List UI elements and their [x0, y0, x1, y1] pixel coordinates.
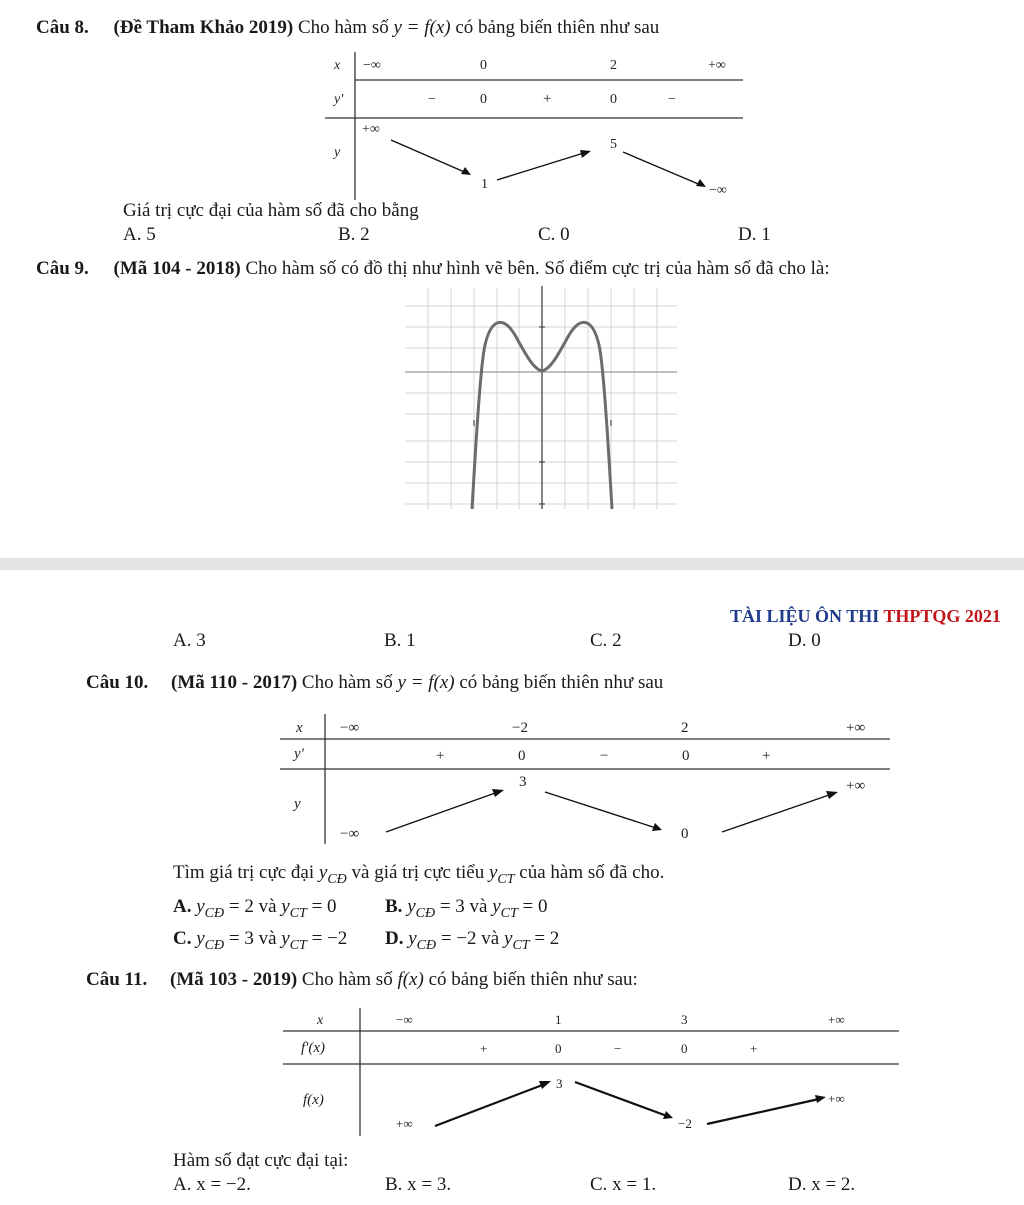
q8-yp-label: y': [334, 92, 344, 107]
q9-source: (Mã 104 - 2018): [113, 258, 241, 279]
q11-number: Câu 11.: [86, 969, 148, 990]
q10-formula: y = f(x): [397, 672, 455, 693]
q10-x-val: −2: [512, 720, 528, 736]
q10-text-post: có bảng biến thiên như sau: [459, 672, 664, 693]
q10-y-val: 3: [519, 774, 527, 790]
q8-x-label: x: [334, 58, 341, 73]
q10-sign: −: [600, 748, 609, 764]
q8-y-val: 5: [610, 137, 617, 152]
q10-source: (Mã 110 - 2017): [171, 672, 298, 693]
q10-sign: +: [762, 748, 771, 764]
q8-formula: y = f(x): [393, 17, 451, 38]
q8-option-c[interactable]: C. 0: [538, 224, 570, 245]
q9-text: Cho hàm số có đồ thị như hình vẽ bên. Số điểm cực trị của hàm số đã cho là:: [245, 258, 830, 279]
q10-yp-label: y': [294, 746, 304, 762]
q8-sign: −: [668, 92, 676, 107]
q10-yct-symbol: $y_{CT}$: [488, 862, 515, 887]
q9-option-a[interactable]: A. 3: [173, 630, 206, 651]
q11-y-val: +∞: [396, 1116, 413, 1131]
header-part2: THPTQG 2021: [883, 606, 1001, 626]
q10-sign: +: [436, 748, 445, 764]
q10-sign: 0: [518, 748, 526, 764]
q8-question: Giá trị cực đại của hàm số đã cho bằng: [123, 200, 419, 221]
q11-arrow-up: [435, 1084, 545, 1126]
q11-formula: f(x): [397, 969, 424, 990]
q10-number: Câu 10.: [86, 672, 149, 693]
q10-x-val: 2: [681, 720, 689, 736]
q11-x-val: 3: [681, 1012, 688, 1027]
q10-question-a: Tìm giá trị cực đại: [173, 862, 315, 883]
q11-arrow-down: [575, 1082, 667, 1116]
q9-option-c[interactable]: C. 2: [590, 630, 622, 651]
q11-y-label: f(x): [303, 1092, 324, 1108]
q10-option-c[interactable]: C. $y_{CĐ} = 3$ và $y_{CT} = -2$: [173, 928, 348, 953]
page-separator: [0, 558, 1024, 570]
q11-option-d[interactable]: D. x = 2.: [788, 1174, 856, 1195]
q11-question: Hàm số đạt cực đại tại:: [173, 1150, 349, 1171]
q10-arrow-down: [545, 792, 656, 828]
q11-sign: +: [480, 1041, 488, 1056]
q10-sign: 0: [682, 748, 690, 764]
q11-heading: [86, 969, 638, 991]
q8-y-label: y: [334, 145, 341, 160]
q10-option-b[interactable]: B. $y_{CĐ} = 3$ và $y_{CT} = 0$: [385, 896, 548, 921]
q8-y-val: −∞: [709, 183, 727, 198]
q11-text-pre: Cho hàm số: [301, 969, 393, 990]
q10-x-label: x: [296, 720, 303, 736]
q11-sign: +: [750, 1041, 758, 1056]
q10-option-a[interactable]: A. $y_{CĐ} = 2$ và $y_{CT} = 0$: [173, 896, 337, 921]
q10-question-c: của hàm số đã cho.: [519, 862, 665, 883]
q11-y-val: −2: [678, 1116, 692, 1131]
q8-arrow-down: [391, 140, 469, 174]
q8-y-val: 1: [481, 177, 488, 192]
q8-x-val: −∞: [363, 58, 381, 73]
q10-arrow-up: [722, 794, 832, 832]
q11-y-val: 3: [556, 1076, 563, 1091]
q10-question: [173, 862, 664, 888]
q8-source: (Đề Tham Khảo 2019): [113, 17, 294, 38]
q8-option-d[interactable]: D. 1: [738, 224, 771, 245]
q11-y-val: +∞: [828, 1091, 845, 1106]
q10-arrow-up: [386, 792, 498, 832]
q11-text-post: có bảng biến thiên như sau:: [428, 969, 638, 990]
q11-option-a[interactable]: A. x = −2.: [173, 1174, 251, 1195]
doc-header: [730, 606, 1001, 627]
q9-heading: [36, 258, 830, 280]
q10-x-val: +∞: [846, 720, 866, 736]
q11-sign: 0: [681, 1041, 688, 1056]
q8-arrow-down: [623, 152, 703, 186]
q8-x-val: 2: [610, 58, 617, 73]
q10-option-d[interactable]: D. $y_{CĐ} = -2$ và $y_{CT} = 2$: [385, 928, 560, 953]
q8-option-b[interactable]: B. 2: [338, 224, 370, 245]
q11-option-b[interactable]: B. x = 3.: [385, 1174, 452, 1195]
q11-x-val: 1: [555, 1012, 562, 1027]
q11-arrow-up: [707, 1099, 819, 1124]
q10-heading: [86, 672, 663, 694]
q11-sign: 0: [555, 1041, 562, 1056]
q11-yp-label: f'(x): [301, 1040, 326, 1056]
q8-x-val: +∞: [708, 58, 726, 73]
q10-x-val: −∞: [340, 720, 360, 736]
header-part1: TÀI LIỆU ÔN THI: [730, 606, 880, 626]
q8-sign: 0: [610, 92, 617, 107]
q8-option-a[interactable]: A. 5: [123, 224, 156, 245]
q8-text-post: có bảng biến thiên như sau: [455, 17, 660, 38]
q10-variation-table: [280, 714, 892, 846]
q10-question-b: và giá trị cực tiểu: [351, 862, 485, 883]
q8-y-val: +∞: [362, 122, 380, 137]
q11-x-label: x: [317, 1013, 324, 1028]
q8-sign: −: [428, 92, 436, 107]
q8-sign: 0: [480, 92, 487, 107]
q10-y-val: −∞: [340, 826, 360, 842]
q8-x-val: 0: [480, 58, 487, 73]
q8-text-pre: Cho hàm số: [297, 17, 389, 38]
q9-number: Câu 9.: [36, 258, 89, 279]
q9-option-b[interactable]: B. 1: [384, 630, 416, 651]
q8-sign: +: [543, 91, 552, 107]
q11-sign: −: [614, 1041, 622, 1056]
q11-source: (Mã 103 - 2019): [170, 969, 298, 990]
q9-option-d[interactable]: D. 0: [788, 630, 821, 651]
q10-y-label: y: [294, 796, 301, 812]
q10-ycd-symbol: $y_{CĐ}$: [318, 862, 347, 887]
q9-graph: [405, 283, 680, 511]
q8-arrow-up: [497, 152, 587, 180]
q8-number: Câu 8.: [36, 17, 89, 38]
q10-text-pre: Cho hàm số: [301, 672, 393, 693]
q11-variation-table: [283, 1008, 901, 1138]
q8-variation-table: [325, 52, 750, 202]
q11-x-val: −∞: [396, 1012, 413, 1027]
q8-heading: [36, 17, 659, 39]
q11-option-c[interactable]: C. x = 1.: [590, 1174, 657, 1195]
q11-x-val: +∞: [828, 1012, 845, 1027]
q10-y-val: 0: [681, 826, 689, 842]
q10-y-val: +∞: [846, 778, 866, 794]
